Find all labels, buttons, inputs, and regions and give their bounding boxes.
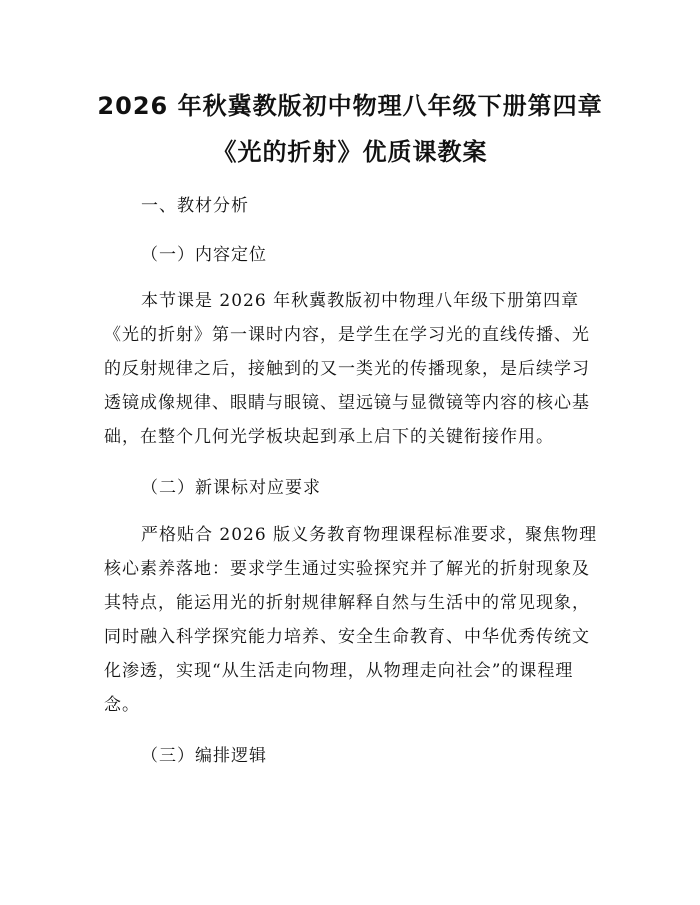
paragraph-line: 同时融入科学探究能力培养、安全生命教育、中华优秀传统文: [104, 627, 590, 647]
subsection-heading-curriculum-requirements: （二）新课标对应要求: [141, 478, 321, 498]
paragraph-line: 核心素养落地：要求学生通过实验探究并了解光的折射现象及: [104, 559, 590, 579]
paragraph-line: 础，在整个几何光学板块起到承上启下的关键衔接作用。: [104, 427, 554, 447]
paragraph-line: 本节课是 2026 年秋冀教版初中物理八年级下册第四章: [141, 291, 580, 311]
paragraph-line: 念。: [104, 695, 140, 715]
paragraph-line: 透镜成像规律、眼睛与眼镜、望远镜与显微镜等内容的核心基: [104, 393, 590, 413]
section-heading-textbook-analysis: 一、教材分析: [141, 196, 249, 216]
subsection-heading-content-positioning: （一）内容定位: [141, 245, 267, 265]
paragraph-line: 严格贴合 2026 版义务教育物理课程标准要求，聚焦物理: [141, 525, 598, 545]
subsection-heading-arrangement-logic: （三）编排逻辑: [141, 746, 267, 766]
document-title-line-2: 《光的折射》优质课教案: [212, 138, 488, 166]
paragraph-line: 《光的折射》第一课时内容，是学生在学习光的直线传播、光: [104, 325, 590, 345]
paragraph-line: 其特点，能运用光的折射规律解释自然与生活中的常见现象，: [104, 593, 590, 613]
document-title-line-1: 2026 年秋冀教版初中物理八年级下册第四章: [97, 92, 603, 120]
paragraph-line: 的反射规律之后，接触到的又一类光的传播现象，是后续学习: [104, 359, 590, 379]
paragraph-line: 化渗透，实现“从生活走向物理，从物理走向社会”的课程理: [104, 661, 574, 681]
